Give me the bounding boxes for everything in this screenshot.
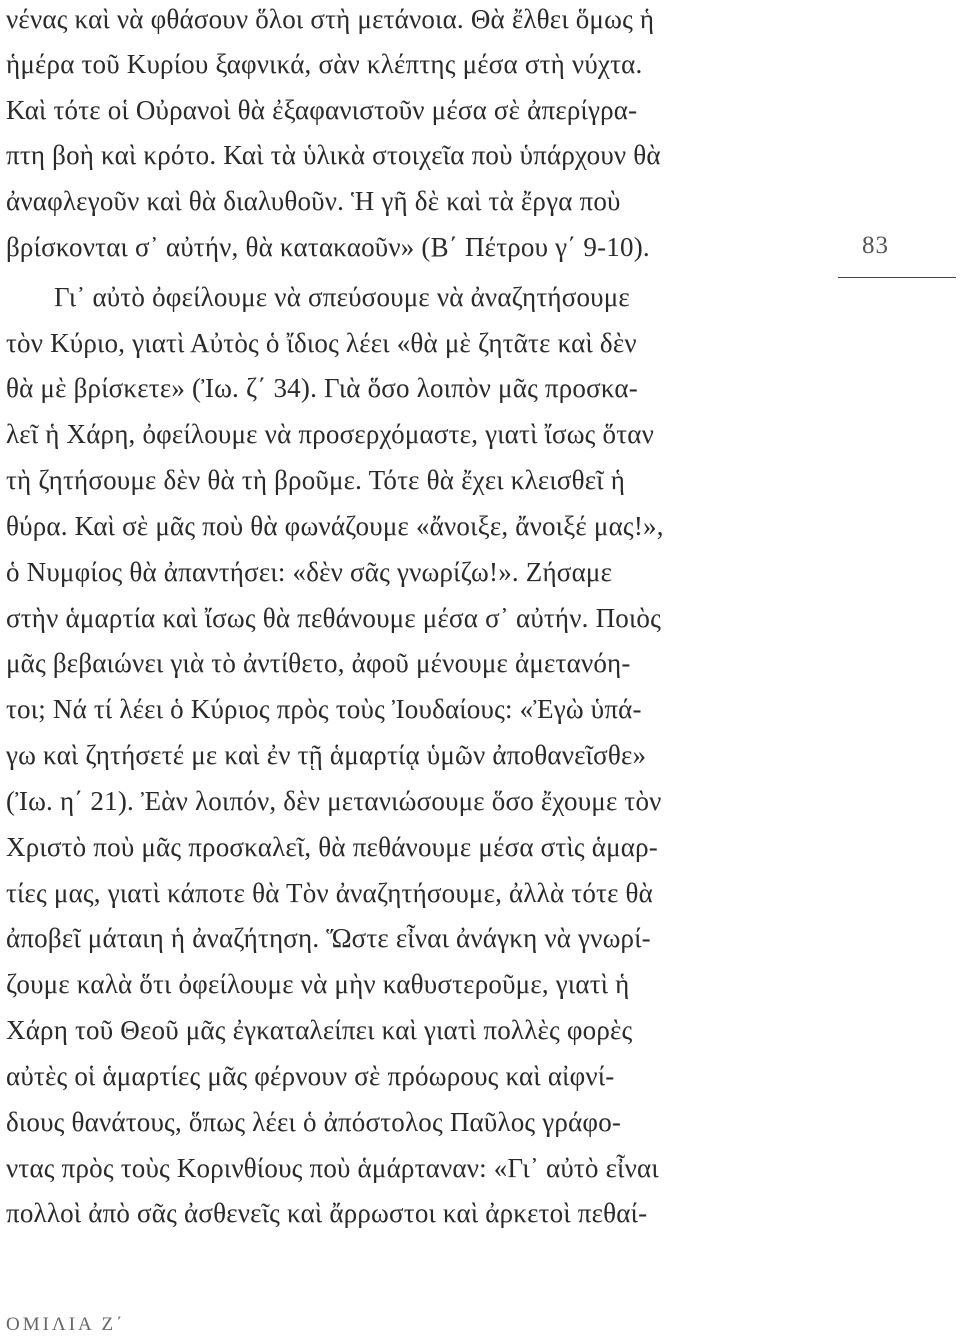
text-line: τίες μας, γιατὶ κάποτε θὰ Τὸν ἀναζητήσουμε, ἀλλὰ τότε θὰ [6, 878, 654, 908]
text-line: γω καὶ ζητήσετέ με καὶ ἐν τῇ ἁμαρτίᾳ ὑμῶν ἀποθανεῖσθε» [6, 740, 647, 770]
text-line: βρίσκονται σ᾽ αὐτήν, θὰ κατακαοῦν» (Β΄ Πέτρου γ΄ 9-10). [6, 232, 650, 262]
text-line: τὸν Κύριο, γιατὶ Αὐτὸς ὁ ἴδιος λέει «θὰ μὲ ζητᾶτε καὶ δὲν [6, 328, 637, 358]
text-line: διους θανάτους, ὅπως λέει ὁ ἀπόστολος Παῦλος γράφο- [6, 1107, 622, 1137]
text-line: Καὶ τότε οἱ Οὐρανοὶ θὰ ἐξαφανιστοῦν μέσα σὲ ἀπερίγρα- [6, 95, 638, 125]
text-line: ὁ Νυμφίος θὰ ἀπαντήσει: «δὲν σᾶς γνωρίζω!». Ζήσαμε [6, 557, 613, 587]
text-line: μᾶς βεβαιώνει γιὰ τὸ ἀντίθετο, ἀφοῦ μένουμε ἀμετανόη- [6, 648, 631, 678]
text-line: πολλοὶ ἀπὸ σᾶς ἀσθενεῖς καὶ ἄρρωστοι καὶ ἀρκετοὶ πεθαί- [6, 1198, 648, 1228]
text-line: Χάρη τοῦ Θεοῦ μᾶς ἐγκαταλείπει καὶ γιατὶ πολλὲς φορὲς [6, 1015, 633, 1045]
page-number: 83 [862, 232, 889, 259]
text-line: πτη βοὴ καὶ κρότο. Καὶ τὰ ὑλικὰ στοιχεῖα ποὺ ὑπάρχουν θὰ [6, 140, 661, 170]
text-line: στὴν ἁμαρτία καὶ ἴσως θὰ πεθάνουμε μέσα σ᾽ αὐτήν. Ποιὸς [6, 603, 662, 633]
text-line: ἀναφλεγοῦν καὶ θὰ διαλυθοῦν. Ἡ γῆ δὲ καὶ τὰ ἔργα ποὺ [6, 186, 621, 216]
text-line: τὴ ζητήσουμε δὲν θὰ τὴ βροῦμε. Τότε θὰ ἔχει κλεισθεῖ ἡ [6, 465, 626, 495]
text-line: νένας καὶ νὰ φθάσουν ὅλοι στὴ μετάνοια. Θὰ ἔλθει ὅμως ἡ [6, 4, 655, 34]
text-line: θὰ μὲ βρίσκετε» (Ἰω. ζ΄ 34). Γιὰ ὅσο λοιπὸν μᾶς προσκα- [6, 373, 638, 403]
text-line: ντας πρὸς τοὺς Κορινθίους ποὺ ἁμάρταναν: «Γι᾽ αὐτὸ εἶναι [6, 1153, 659, 1183]
text-line: λεῖ ἡ Χάρη, ὀφείλουμε νὰ προσερχόμαστε, γιατὶ ἴσως ὅταν [6, 419, 655, 449]
running-footer: ΟΜΙΛΙΑ Ζ΄ [6, 1314, 126, 1335]
text-line: Χριστὸ ποὺ μᾶς προσκαλεῖ, θὰ πεθάνουμε μέσα στὶς ἁμαρ- [6, 832, 658, 862]
text-line: ἡμέρα τοῦ Κυρίου ξαφνικά, σὰν κλέπτης μέσα στὴ νύχτα. [6, 49, 643, 79]
page-number-rule [838, 277, 956, 278]
text-line: ζουμε καλὰ ὅτι ὀφείλουμε νὰ μὴν καθυστεροῦμε, γιατὶ ἡ [6, 969, 630, 999]
text-line: ἀποβεῖ μάταιη ἡ ἀναζήτηση. Ὥστε εἶναι ἀνάγκη νὰ γνωρί- [6, 923, 651, 953]
text-line: θύρα. Καὶ σὲ μᾶς ποὺ θὰ φωνάζουμε «ἄνοιξε, ἄνοιξέ μας!», [6, 511, 664, 541]
text-line: (Ἰω. η΄ 21). Ἐὰν λοιπόν, δὲν μετανιώσουμε ὅσο ἔχουμε τὸν [6, 786, 662, 816]
paragraph-first-line: Γι᾽ αὐτὸ ὀφείλουμε νὰ σπεύσουμε νὰ ἀναζητήσουμε [54, 282, 630, 312]
text-line: τοι; Νά τί λέει ὁ Κύριος πρὸς τοὺς Ἰουδαίους: «Ἐγὼ ὑπά- [6, 694, 642, 724]
text-line: αὐτὲς οἱ ἁμαρτίες μᾶς φέρνουν σὲ πρόωρους καὶ αἰφνί- [6, 1061, 615, 1091]
